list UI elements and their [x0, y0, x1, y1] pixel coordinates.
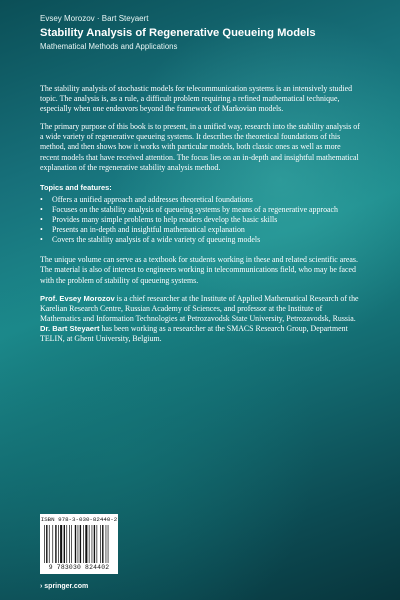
cover-header: [40, 14, 370, 51]
paragraph-purpose: The primary purpose of this book is to present, in a unified way, research into the stability analysis of a wide variety of regenerative queueing systems. It describes the theoretical foundations of this method, and then shows how it works with particular models, both classic ones as well as more recent models that have received attention. The focus lies on an in-depth and insightful mathematical explanation of the regenerative stability analysis method.: [40, 122, 360, 172]
topics-list: [40, 195, 360, 245]
author-name-1: Prof. Evsey Morozov: [40, 293, 115, 303]
back-cover-text: [40, 84, 360, 352]
list-item: [40, 225, 360, 235]
book-title: Stability Analysis of Regenerative Queueing Models: [40, 27, 316, 39]
paragraph-closing: The unique volume can serve as a textbook for students working in these and related scientific areas. The material is also of interest to engineers working in telecommunications field, who may be faced with the problem of stability of queueing systems.: [40, 255, 358, 285]
bullet: •: [40, 225, 43, 235]
author-bio-1: is a chief researcher at the Institute of Applied Mathematical Research of the Karelian Research Centre, Russian Academy of Sciences, and professor at the Institute of Mathematics and Information Technologies at Petrozavodsk State University, Petrozavodsk, Russia.: [40, 293, 359, 323]
author-name-2: Dr. Bart Steyaert: [40, 323, 100, 333]
bullet: •: [40, 204, 43, 214]
bullet: •: [40, 215, 43, 225]
topics-heading: Topics and features:: [40, 182, 112, 192]
isbn-number: ISBN 978-3-030-82440-2: [40, 516, 118, 523]
list-item: [40, 235, 360, 245]
list-item: [40, 215, 360, 225]
ean-number: 9 783030 824402: [48, 564, 110, 571]
topic-text: Covers the stability analysis of a wide variety of queueing models: [52, 235, 261, 245]
list-item: [40, 195, 360, 205]
barcode-bars: [44, 525, 114, 563]
publisher-link[interactable]: › springer.com: [40, 583, 89, 590]
paragraph-intro: The stability analysis of stochastic models for telecommunication systems is an intensively studied topic. The analysis is, as a rule, a difficult problem requiring a refined mathematical technique, especially when one endeavors beyond the framework of Markovian models.: [40, 84, 353, 114]
topic-text: Presents an in-depth and insightful mathematical explanation: [52, 225, 245, 235]
author-bios: [40, 294, 360, 344]
topic-text: Focuses on the stability analysis of queueing systems by means of a regenerative approach: [52, 204, 338, 214]
topic-text: Provides many simple problems to help readers develop the basic skills: [52, 215, 278, 225]
topic-text: Offers a unified approach and addresses theoretical foundations: [52, 194, 253, 204]
author-bio-2: has been working as a researcher at the SMACS Research Group, Department TELIN, at Ghent University, Belgium.: [40, 323, 348, 343]
bullet: •: [40, 235, 43, 245]
list-item: [40, 205, 360, 215]
series-name: Mathematical Methods and Applications: [40, 42, 178, 51]
authors: Evsey Morozov · Bart Steyaert: [40, 14, 149, 23]
bullet: •: [40, 194, 43, 204]
isbn-barcode: [40, 514, 118, 574]
